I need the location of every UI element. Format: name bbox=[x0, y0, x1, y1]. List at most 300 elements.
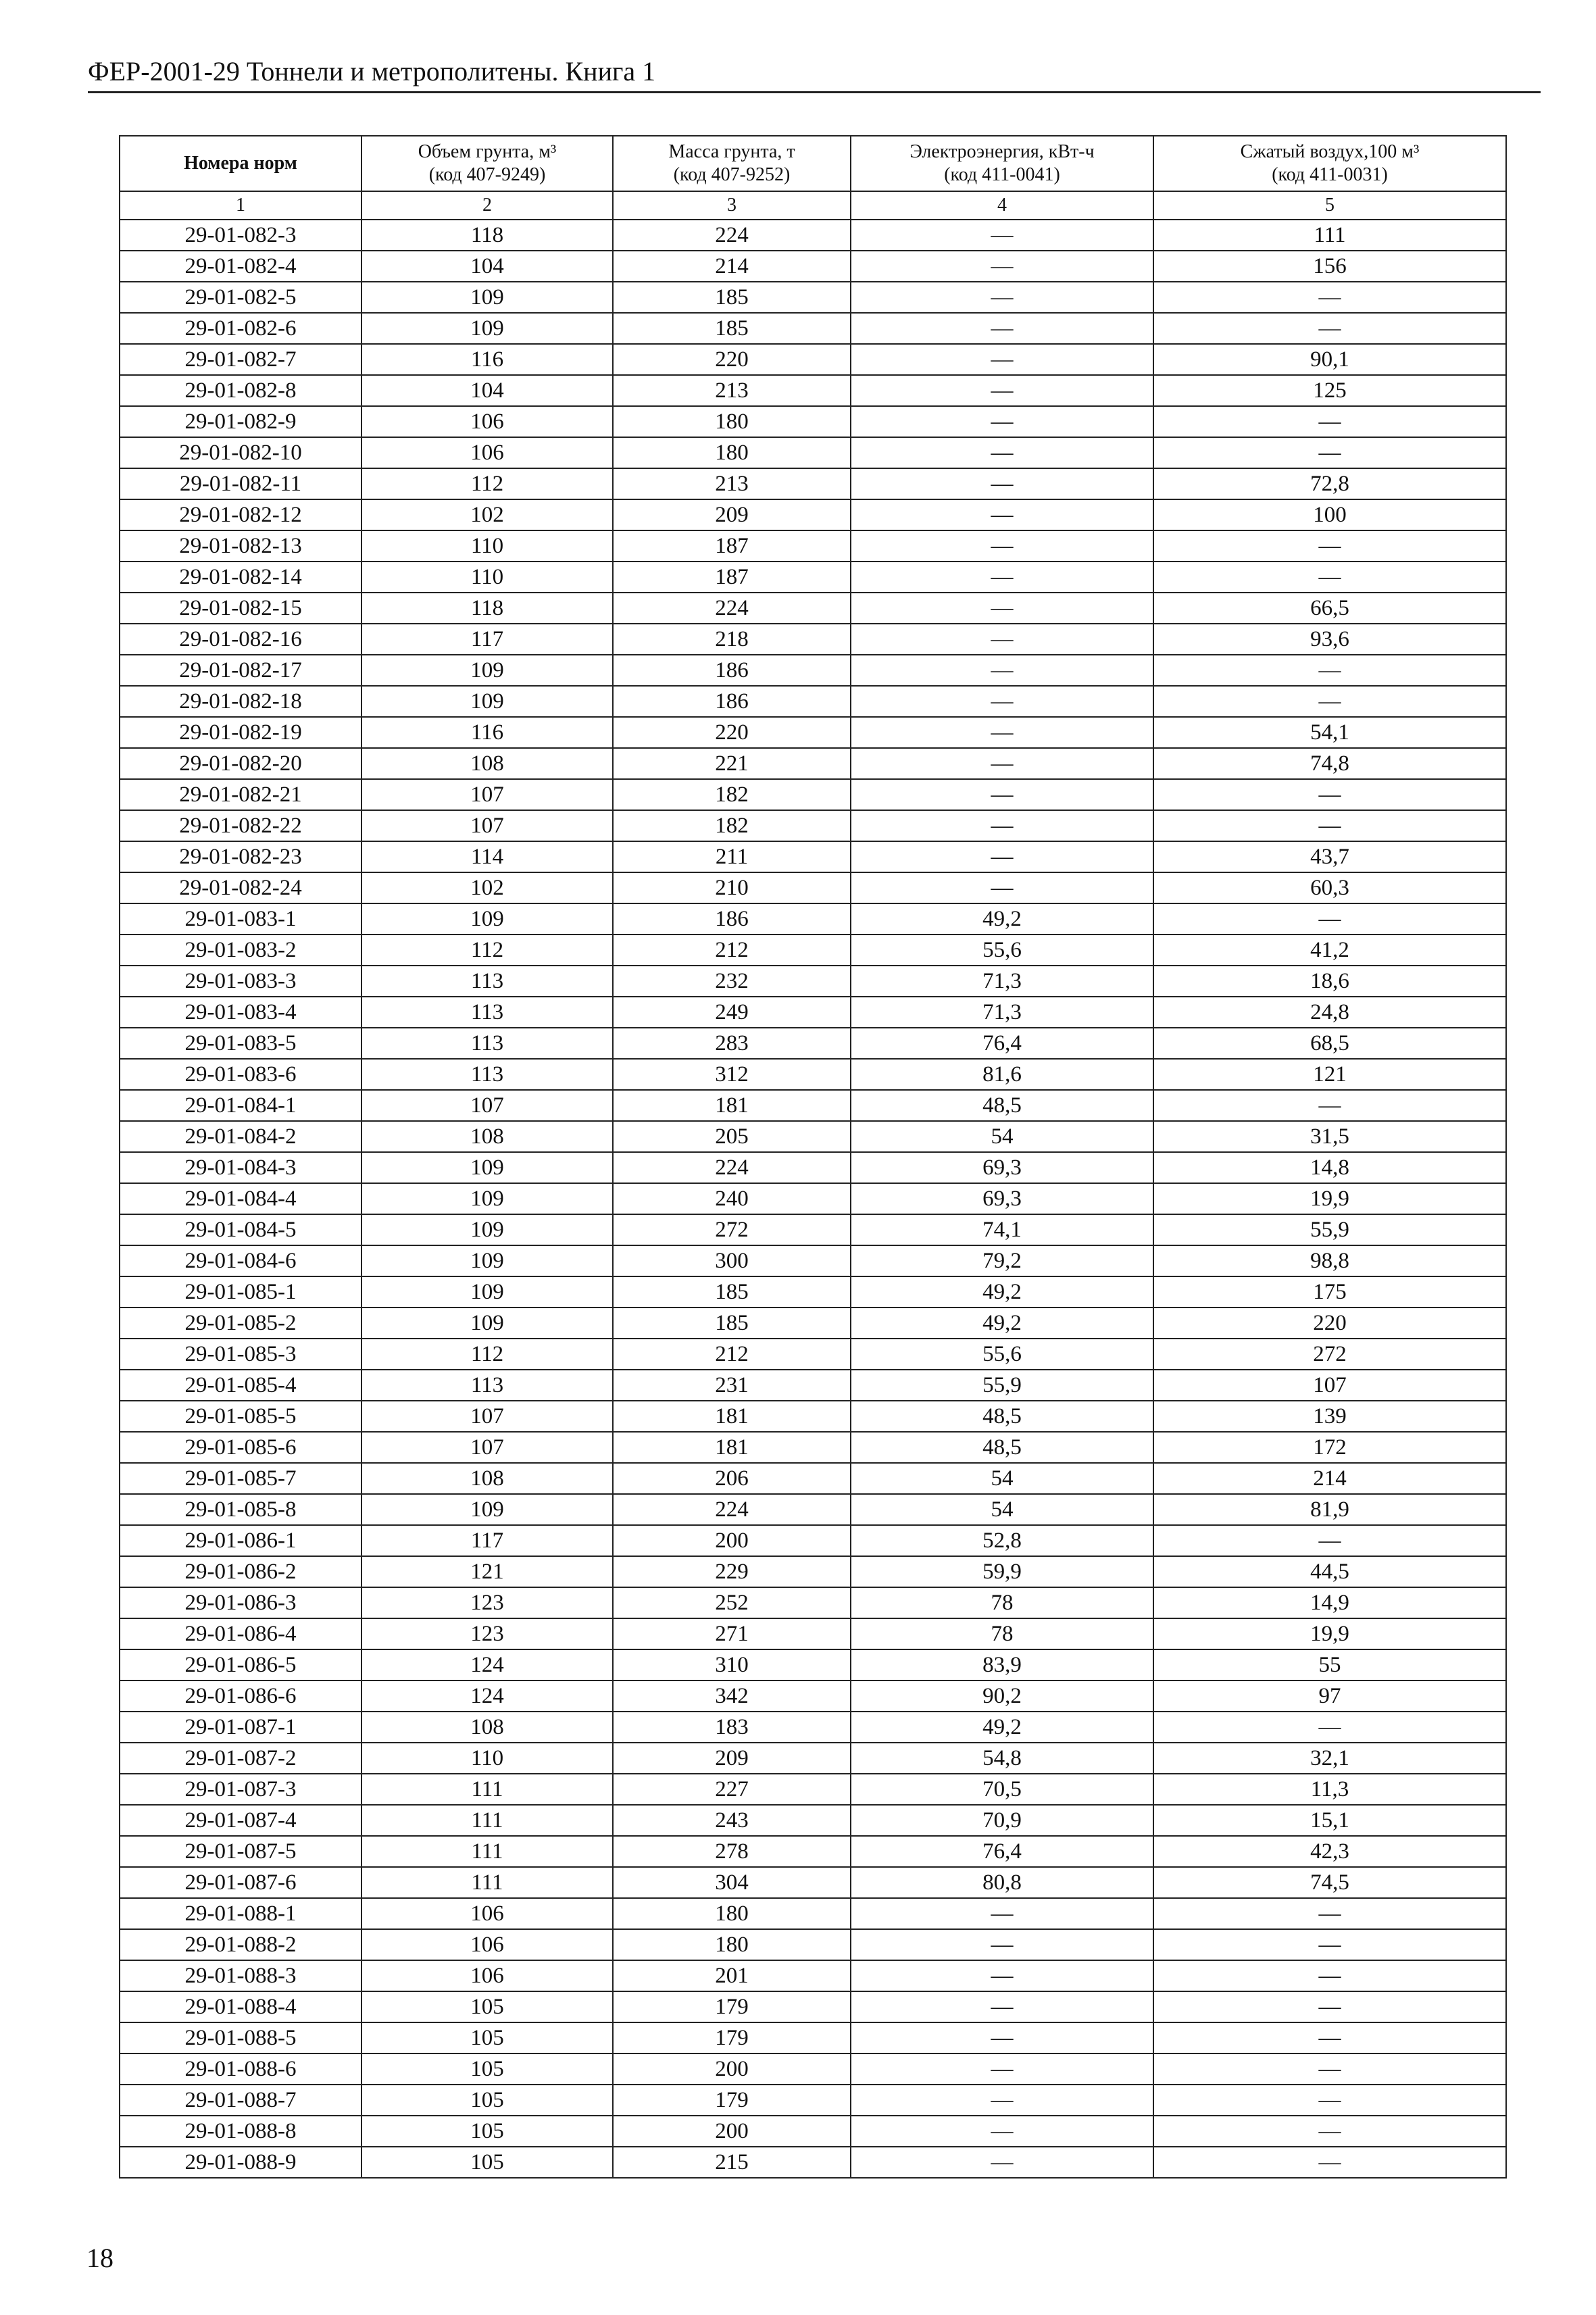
table-row bbox=[120, 841, 1506, 872]
cell-electricity: 48,5 bbox=[851, 1401, 1153, 1432]
cell-soil-volume: 102 bbox=[361, 499, 613, 530]
cell-electricity: 74,1 bbox=[851, 1214, 1153, 1245]
table-header-row bbox=[120, 136, 1506, 191]
cell-compressed-air: 68,5 bbox=[1153, 1028, 1506, 1059]
cell-soil-mass: 213 bbox=[613, 468, 851, 499]
cell-soil-volume: 106 bbox=[361, 1898, 613, 1929]
table-row bbox=[120, 2116, 1506, 2147]
cell-norm-number: 29-01-082-13 bbox=[120, 530, 361, 562]
cell-compressed-air: 55 bbox=[1153, 1649, 1506, 1681]
cell-soil-volume: 124 bbox=[361, 1681, 613, 1712]
cell-soil-mass: 243 bbox=[613, 1805, 851, 1836]
table-row bbox=[120, 562, 1506, 593]
cell-soil-mass: 214 bbox=[613, 251, 851, 282]
cell-norm-number: 29-01-087-3 bbox=[120, 1774, 361, 1805]
column-number: 3 bbox=[613, 191, 851, 220]
cell-soil-mass: 210 bbox=[613, 872, 851, 903]
cell-compressed-air: 41,2 bbox=[1153, 935, 1506, 966]
cell-compressed-air: 74,8 bbox=[1153, 748, 1506, 779]
cell-soil-mass: 183 bbox=[613, 1712, 851, 1743]
cell-electricity: 70,5 bbox=[851, 1774, 1153, 1805]
cell-soil-volume: 107 bbox=[361, 810, 613, 841]
cell-soil-mass: 187 bbox=[613, 530, 851, 562]
table-row bbox=[120, 530, 1506, 562]
cell-norm-number: 29-01-086-3 bbox=[120, 1587, 361, 1618]
cell-norm-number: 29-01-082-17 bbox=[120, 655, 361, 686]
table-row bbox=[120, 499, 1506, 530]
cell-soil-volume: 105 bbox=[361, 2053, 613, 2085]
cell-soil-volume: 109 bbox=[361, 1245, 613, 1276]
cell-electricity: 49,2 bbox=[851, 1712, 1153, 1743]
cell-norm-number: 29-01-084-2 bbox=[120, 1121, 361, 1152]
cell-norm-number: 29-01-084-6 bbox=[120, 1245, 361, 1276]
cell-soil-mass: 180 bbox=[613, 1898, 851, 1929]
cell-soil-volume: 121 bbox=[361, 1556, 613, 1587]
cell-soil-mass: 212 bbox=[613, 935, 851, 966]
cell-electricity: 76,4 bbox=[851, 1028, 1153, 1059]
cell-electricity: 79,2 bbox=[851, 1245, 1153, 1276]
cell-soil-mass: 300 bbox=[613, 1245, 851, 1276]
cell-soil-mass: 271 bbox=[613, 1618, 851, 1649]
cell-norm-number: 29-01-082-4 bbox=[120, 251, 361, 282]
cell-soil-mass: 179 bbox=[613, 2085, 851, 2116]
cell-compressed-air: — bbox=[1153, 1712, 1506, 1743]
cell-electricity: 70,9 bbox=[851, 1805, 1153, 1836]
cell-soil-mass: 213 bbox=[613, 375, 851, 406]
cell-electricity: 81,6 bbox=[851, 1059, 1153, 1090]
cell-electricity: — bbox=[851, 562, 1153, 593]
cell-compressed-air: 121 bbox=[1153, 1059, 1506, 1090]
table-row bbox=[120, 717, 1506, 748]
table-row bbox=[120, 1929, 1506, 1960]
cell-norm-number: 29-01-082-18 bbox=[120, 686, 361, 717]
cell-soil-volume: 109 bbox=[361, 282, 613, 313]
cell-compressed-air: 43,7 bbox=[1153, 841, 1506, 872]
table-row bbox=[120, 1618, 1506, 1649]
cell-soil-mass: 200 bbox=[613, 1525, 851, 1556]
cell-electricity: — bbox=[851, 717, 1153, 748]
cell-norm-number: 29-01-087-1 bbox=[120, 1712, 361, 1743]
cell-soil-volume: 102 bbox=[361, 872, 613, 903]
cell-norm-number: 29-01-085-4 bbox=[120, 1370, 361, 1401]
table-row bbox=[120, 1898, 1506, 1929]
cell-soil-volume: 118 bbox=[361, 220, 613, 251]
table-row bbox=[120, 1587, 1506, 1618]
cell-electricity: — bbox=[851, 468, 1153, 499]
cell-electricity: — bbox=[851, 1898, 1153, 1929]
cell-compressed-air: — bbox=[1153, 2022, 1506, 2053]
cell-soil-volume: 109 bbox=[361, 686, 613, 717]
cell-compressed-air: 44,5 bbox=[1153, 1556, 1506, 1587]
cell-soil-mass: 182 bbox=[613, 779, 851, 810]
cell-electricity: 80,8 bbox=[851, 1867, 1153, 1898]
cell-compressed-air: — bbox=[1153, 1898, 1506, 1929]
cell-soil-mass: 272 bbox=[613, 1214, 851, 1245]
cell-compressed-air: 14,9 bbox=[1153, 1587, 1506, 1618]
table-row bbox=[120, 1556, 1506, 1587]
table-row bbox=[120, 1494, 1506, 1525]
cell-soil-mass: 200 bbox=[613, 2053, 851, 2085]
cell-soil-volume: 116 bbox=[361, 344, 613, 375]
cell-compressed-air: — bbox=[1153, 2053, 1506, 2085]
cell-norm-number: 29-01-087-2 bbox=[120, 1743, 361, 1774]
cell-norm-number: 29-01-088-4 bbox=[120, 1991, 361, 2022]
cell-compressed-air: 74,5 bbox=[1153, 1867, 1506, 1898]
cell-norm-number: 29-01-085-2 bbox=[120, 1308, 361, 1339]
cell-norm-number: 29-01-082-5 bbox=[120, 282, 361, 313]
cell-electricity: 59,9 bbox=[851, 1556, 1153, 1587]
cell-soil-mass: 200 bbox=[613, 2116, 851, 2147]
cell-compressed-air: — bbox=[1153, 1960, 1506, 1991]
cell-norm-number: 29-01-087-5 bbox=[120, 1836, 361, 1867]
cell-norm-number: 29-01-082-20 bbox=[120, 748, 361, 779]
cell-norm-number: 29-01-085-1 bbox=[120, 1276, 361, 1308]
cell-norm-number: 29-01-085-5 bbox=[120, 1401, 361, 1432]
cell-soil-mass: 185 bbox=[613, 1276, 851, 1308]
cell-soil-volume: 105 bbox=[361, 2147, 613, 2178]
table-row bbox=[120, 935, 1506, 966]
cell-soil-volume: 113 bbox=[361, 1028, 613, 1059]
cell-soil-volume: 106 bbox=[361, 406, 613, 437]
cell-norm-number: 29-01-082-22 bbox=[120, 810, 361, 841]
cell-norm-number: 29-01-083-1 bbox=[120, 903, 361, 935]
cell-compressed-air: — bbox=[1153, 562, 1506, 593]
cell-soil-mass: 224 bbox=[613, 1152, 851, 1183]
cell-compressed-air: 90,1 bbox=[1153, 344, 1506, 375]
cell-compressed-air: 98,8 bbox=[1153, 1245, 1506, 1276]
cell-soil-volume: 109 bbox=[361, 1183, 613, 1214]
cell-soil-volume: 123 bbox=[361, 1587, 613, 1618]
cell-soil-volume: 123 bbox=[361, 1618, 613, 1649]
cell-compressed-air: 97 bbox=[1153, 1681, 1506, 1712]
column-number: 4 bbox=[851, 191, 1153, 220]
cell-soil-volume: 109 bbox=[361, 903, 613, 935]
column-number: 5 bbox=[1153, 191, 1506, 220]
cell-compressed-air: — bbox=[1153, 437, 1506, 468]
table-row bbox=[120, 1370, 1506, 1401]
cell-compressed-air: 111 bbox=[1153, 220, 1506, 251]
cell-soil-volume: 105 bbox=[361, 2022, 613, 2053]
cell-soil-volume: 113 bbox=[361, 1370, 613, 1401]
cell-compressed-air: 54,1 bbox=[1153, 717, 1506, 748]
cell-electricity: — bbox=[851, 375, 1153, 406]
header-soil-volume: Объем грунта, м³ (код 407-9249) bbox=[361, 136, 613, 191]
cell-electricity: — bbox=[851, 437, 1153, 468]
cell-soil-mass: 186 bbox=[613, 903, 851, 935]
cell-compressed-air: — bbox=[1153, 686, 1506, 717]
table-row bbox=[120, 437, 1506, 468]
cell-soil-mass: 205 bbox=[613, 1121, 851, 1152]
cell-electricity: 90,2 bbox=[851, 1681, 1153, 1712]
cell-soil-mass: 212 bbox=[613, 1339, 851, 1370]
cell-compressed-air: — bbox=[1153, 282, 1506, 313]
cell-soil-mass: 218 bbox=[613, 624, 851, 655]
table-row bbox=[120, 1805, 1506, 1836]
cell-electricity: 69,3 bbox=[851, 1183, 1153, 1214]
table-row bbox=[120, 1743, 1506, 1774]
cell-norm-number: 29-01-083-2 bbox=[120, 935, 361, 966]
cell-soil-volume: 110 bbox=[361, 1743, 613, 1774]
cell-compressed-air: 100 bbox=[1153, 499, 1506, 530]
cell-soil-mass: 232 bbox=[613, 966, 851, 997]
cell-soil-volume: 107 bbox=[361, 779, 613, 810]
cell-soil-mass: 211 bbox=[613, 841, 851, 872]
table-row bbox=[120, 872, 1506, 903]
cell-compressed-air: 11,3 bbox=[1153, 1774, 1506, 1805]
table-row bbox=[120, 1121, 1506, 1152]
cell-electricity: — bbox=[851, 2147, 1153, 2178]
cell-compressed-air: — bbox=[1153, 903, 1506, 935]
table-row bbox=[120, 1774, 1506, 1805]
cell-norm-number: 29-01-083-3 bbox=[120, 966, 361, 997]
cell-compressed-air: — bbox=[1153, 530, 1506, 562]
cell-soil-volume: 104 bbox=[361, 375, 613, 406]
cell-norm-number: 29-01-088-1 bbox=[120, 1898, 361, 1929]
cell-electricity: 71,3 bbox=[851, 997, 1153, 1028]
cell-soil-volume: 124 bbox=[361, 1649, 613, 1681]
table-row bbox=[120, 997, 1506, 1028]
cell-norm-number: 29-01-082-21 bbox=[120, 779, 361, 810]
cell-norm-number: 29-01-087-4 bbox=[120, 1805, 361, 1836]
header-soil-mass: Масса грунта, т (код 407-9252) bbox=[613, 136, 851, 191]
cell-compressed-air: — bbox=[1153, 313, 1506, 344]
cell-compressed-air: 172 bbox=[1153, 1432, 1506, 1463]
column-number: 2 bbox=[361, 191, 613, 220]
cell-soil-mass: 220 bbox=[613, 344, 851, 375]
cell-norm-number: 29-01-088-6 bbox=[120, 2053, 361, 2085]
page-title: ФЕР-2001-29 Тоннели и метрополитены. Книга 1 bbox=[88, 56, 656, 86]
cell-compressed-air: 156 bbox=[1153, 251, 1506, 282]
page-header bbox=[88, 53, 1541, 93]
cell-soil-volume: 117 bbox=[361, 624, 613, 655]
table-row bbox=[120, 593, 1506, 624]
cell-electricity: — bbox=[851, 2053, 1153, 2085]
cell-soil-volume: 113 bbox=[361, 997, 613, 1028]
cell-electricity: — bbox=[851, 779, 1153, 810]
cell-electricity: 49,2 bbox=[851, 903, 1153, 935]
page-number: 18 bbox=[86, 2243, 114, 2273]
table-row bbox=[120, 1463, 1506, 1494]
cell-soil-volume: 114 bbox=[361, 841, 613, 872]
cell-electricity: 55,6 bbox=[851, 935, 1153, 966]
cell-compressed-air: 42,3 bbox=[1153, 1836, 1506, 1867]
cell-soil-volume: 112 bbox=[361, 1339, 613, 1370]
column-number: 1 bbox=[120, 191, 361, 220]
table-row bbox=[120, 406, 1506, 437]
cell-soil-mass: 229 bbox=[613, 1556, 851, 1587]
cell-electricity: 76,4 bbox=[851, 1836, 1153, 1867]
cell-soil-mass: 215 bbox=[613, 2147, 851, 2178]
cell-soil-mass: 186 bbox=[613, 686, 851, 717]
table-row bbox=[120, 375, 1506, 406]
cell-soil-volume: 109 bbox=[361, 1276, 613, 1308]
cell-electricity: — bbox=[851, 655, 1153, 686]
header-compressed-air: Сжатый воздух,100 м³ (код 411-0031) bbox=[1153, 136, 1506, 191]
cell-electricity: 69,3 bbox=[851, 1152, 1153, 1183]
cell-compressed-air: 175 bbox=[1153, 1276, 1506, 1308]
cell-soil-volume: 112 bbox=[361, 468, 613, 499]
cell-electricity: 49,2 bbox=[851, 1276, 1153, 1308]
cell-electricity: — bbox=[851, 1991, 1153, 2022]
table-row bbox=[120, 810, 1506, 841]
cell-norm-number: 29-01-082-11 bbox=[120, 468, 361, 499]
cell-norm-number: 29-01-082-19 bbox=[120, 717, 361, 748]
cell-norm-number: 29-01-084-4 bbox=[120, 1183, 361, 1214]
cell-electricity: 49,2 bbox=[851, 1308, 1153, 1339]
cell-compressed-air: 18,6 bbox=[1153, 966, 1506, 997]
cell-soil-mass: 181 bbox=[613, 1401, 851, 1432]
cell-compressed-air: — bbox=[1153, 779, 1506, 810]
cell-soil-mass: 206 bbox=[613, 1463, 851, 1494]
cell-norm-number: 29-01-083-4 bbox=[120, 997, 361, 1028]
cell-soil-mass: 186 bbox=[613, 655, 851, 686]
cell-soil-volume: 117 bbox=[361, 1525, 613, 1556]
cell-compressed-air: — bbox=[1153, 2116, 1506, 2147]
cell-soil-mass: 310 bbox=[613, 1649, 851, 1681]
cell-compressed-air: 24,8 bbox=[1153, 997, 1506, 1028]
cell-electricity: — bbox=[851, 220, 1153, 251]
cell-electricity: 52,8 bbox=[851, 1525, 1153, 1556]
table-row bbox=[120, 1276, 1506, 1308]
cell-norm-number: 29-01-085-7 bbox=[120, 1463, 361, 1494]
table-row bbox=[120, 282, 1506, 313]
cell-electricity: 55,9 bbox=[851, 1370, 1153, 1401]
table-row bbox=[120, 2022, 1506, 2053]
cell-soil-mass: 185 bbox=[613, 313, 851, 344]
cell-compressed-air: 72,8 bbox=[1153, 468, 1506, 499]
cell-electricity: 83,9 bbox=[851, 1649, 1153, 1681]
cell-norm-number: 29-01-085-8 bbox=[120, 1494, 361, 1525]
header-norm-numbers: Номера норм bbox=[120, 136, 361, 191]
cell-soil-mass: 220 bbox=[613, 717, 851, 748]
cell-electricity: — bbox=[851, 686, 1153, 717]
cell-soil-mass: 201 bbox=[613, 1960, 851, 1991]
cell-compressed-air: 32,1 bbox=[1153, 1743, 1506, 1774]
cell-compressed-air: 139 bbox=[1153, 1401, 1506, 1432]
cell-compressed-air: — bbox=[1153, 1090, 1506, 1121]
table-row bbox=[120, 1401, 1506, 1432]
cell-norm-number: 29-01-082-14 bbox=[120, 562, 361, 593]
cell-soil-mass: 181 bbox=[613, 1432, 851, 1463]
cell-soil-volume: 104 bbox=[361, 251, 613, 282]
table-row bbox=[120, 748, 1506, 779]
table-row bbox=[120, 1525, 1506, 1556]
table-row bbox=[120, 2147, 1506, 2178]
cell-electricity: 54 bbox=[851, 1121, 1153, 1152]
cell-compressed-air: 125 bbox=[1153, 375, 1506, 406]
table-row bbox=[120, 313, 1506, 344]
cell-soil-volume: 113 bbox=[361, 966, 613, 997]
cell-norm-number: 29-01-082-16 bbox=[120, 624, 361, 655]
cell-compressed-air: — bbox=[1153, 1929, 1506, 1960]
table-row bbox=[120, 1432, 1506, 1463]
cell-compressed-air: 55,9 bbox=[1153, 1214, 1506, 1245]
cell-norm-number: 29-01-083-6 bbox=[120, 1059, 361, 1090]
cell-compressed-air: — bbox=[1153, 655, 1506, 686]
table-row bbox=[120, 686, 1506, 717]
cell-electricity: 78 bbox=[851, 1587, 1153, 1618]
cell-norm-number: 29-01-082-7 bbox=[120, 344, 361, 375]
cell-soil-mass: 342 bbox=[613, 1681, 851, 1712]
cell-soil-mass: 312 bbox=[613, 1059, 851, 1090]
cell-norm-number: 29-01-084-5 bbox=[120, 1214, 361, 1245]
cell-compressed-air: — bbox=[1153, 406, 1506, 437]
cell-soil-volume: 111 bbox=[361, 1836, 613, 1867]
cell-soil-mass: 185 bbox=[613, 282, 851, 313]
cell-electricity: 78 bbox=[851, 1618, 1153, 1649]
cell-electricity: — bbox=[851, 810, 1153, 841]
table-row bbox=[120, 1867, 1506, 1898]
cell-soil-volume: 109 bbox=[361, 313, 613, 344]
cell-compressed-air: — bbox=[1153, 2085, 1506, 2116]
cell-electricity: — bbox=[851, 2085, 1153, 2116]
table-row bbox=[120, 251, 1506, 282]
cell-norm-number: 29-01-088-2 bbox=[120, 1929, 361, 1960]
cell-norm-number: 29-01-086-1 bbox=[120, 1525, 361, 1556]
cell-norm-number: 29-01-085-6 bbox=[120, 1432, 361, 1463]
cell-compressed-air: 31,5 bbox=[1153, 1121, 1506, 1152]
header-electricity: Электроэнергия, кВт-ч (код 411-0041) bbox=[851, 136, 1153, 191]
cell-soil-mass: 249 bbox=[613, 997, 851, 1028]
cell-soil-volume: 111 bbox=[361, 1805, 613, 1836]
table-row bbox=[120, 1183, 1506, 1214]
cell-soil-volume: 109 bbox=[361, 655, 613, 686]
table-row bbox=[120, 655, 1506, 686]
table-row bbox=[120, 1712, 1506, 1743]
cell-soil-volume: 105 bbox=[361, 2116, 613, 2147]
cell-compressed-air: 107 bbox=[1153, 1370, 1506, 1401]
cell-norm-number: 29-01-086-4 bbox=[120, 1618, 361, 1649]
cell-soil-mass: 231 bbox=[613, 1370, 851, 1401]
cell-compressed-air: 14,8 bbox=[1153, 1152, 1506, 1183]
cell-soil-mass: 180 bbox=[613, 406, 851, 437]
cell-norm-number: 29-01-088-8 bbox=[120, 2116, 361, 2147]
cell-soil-volume: 108 bbox=[361, 748, 613, 779]
cell-soil-mass: 227 bbox=[613, 1774, 851, 1805]
cell-norm-number: 29-01-082-6 bbox=[120, 313, 361, 344]
table-row bbox=[120, 1152, 1506, 1183]
table-row bbox=[120, 1090, 1506, 1121]
table-row bbox=[120, 1649, 1506, 1681]
cell-electricity: — bbox=[851, 872, 1153, 903]
cell-norm-number: 29-01-088-9 bbox=[120, 2147, 361, 2178]
column-numbers-row bbox=[120, 191, 1506, 220]
cell-soil-mass: 187 bbox=[613, 562, 851, 593]
cell-soil-volume: 112 bbox=[361, 935, 613, 966]
cell-electricity: — bbox=[851, 2116, 1153, 2147]
cell-electricity: — bbox=[851, 499, 1153, 530]
cell-norm-number: 29-01-085-3 bbox=[120, 1339, 361, 1370]
cell-electricity: — bbox=[851, 841, 1153, 872]
cell-electricity: — bbox=[851, 1960, 1153, 1991]
cell-soil-volume: 107 bbox=[361, 1432, 613, 1463]
cell-norm-number: 29-01-088-5 bbox=[120, 2022, 361, 2053]
cell-soil-mass: 179 bbox=[613, 2022, 851, 2053]
cell-norm-number: 29-01-082-23 bbox=[120, 841, 361, 872]
cell-norm-number: 29-01-082-9 bbox=[120, 406, 361, 437]
table-row bbox=[120, 966, 1506, 997]
cell-soil-volume: 110 bbox=[361, 562, 613, 593]
cell-compressed-air: — bbox=[1153, 810, 1506, 841]
table-row bbox=[120, 2053, 1506, 2085]
cell-norm-number: 29-01-088-7 bbox=[120, 2085, 361, 2116]
cell-soil-mass: 224 bbox=[613, 220, 851, 251]
table-row bbox=[120, 779, 1506, 810]
cell-soil-volume: 109 bbox=[361, 1308, 613, 1339]
cell-soil-mass: 283 bbox=[613, 1028, 851, 1059]
cell-soil-volume: 106 bbox=[361, 437, 613, 468]
table-row bbox=[120, 903, 1506, 935]
